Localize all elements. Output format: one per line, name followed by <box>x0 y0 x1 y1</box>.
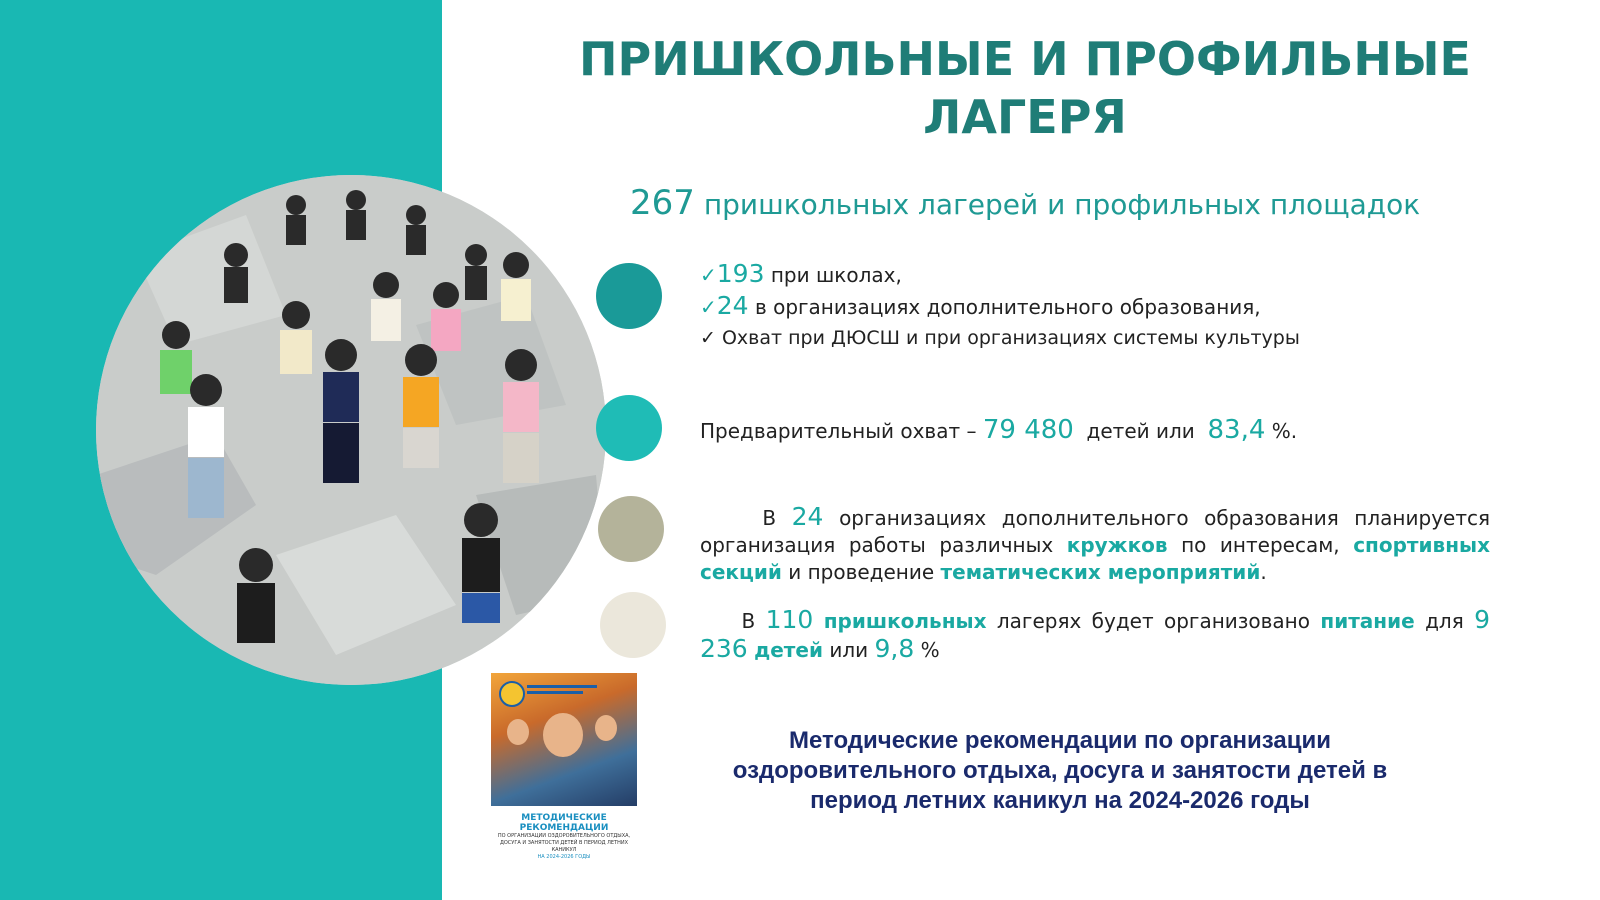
book-cover-image <box>491 673 637 806</box>
cover-header-line <box>527 685 597 688</box>
highlight-school-camps: пришкольных <box>823 609 987 633</box>
recommendation-title: Методические рекомендации по организации оздоровительного отдыха, досуга и занятости детей в период летних каникул на 2024-2026 годы <box>732 727 1388 814</box>
summary-number: 267 <box>630 183 695 223</box>
bullet-dot-olive <box>598 496 664 562</box>
child-face <box>507 719 529 745</box>
checklist-text: при школах, <box>770 263 902 287</box>
paragraph-text: и проведение <box>788 560 935 584</box>
guidelines-book-cover <box>491 673 637 890</box>
paragraph-text: для <box>1425 609 1464 633</box>
summary-text: пришкольных лагерей и профильных площадок <box>703 188 1421 221</box>
bullet-dot-teal <box>596 395 662 461</box>
highlight-themed-events: тематических мероприятий <box>940 560 1261 584</box>
coverage-line <box>700 415 1297 445</box>
nutrition-children-number: 9 236 <box>700 605 1491 663</box>
check-icon: ✓ <box>700 327 716 349</box>
checklist-text: в организациях дополнительного образования, <box>754 295 1261 319</box>
check-icon: ✓ <box>700 295 717 319</box>
book-years: НА 2024-2026 ГОДЫ <box>537 854 591 860</box>
child-face <box>595 715 617 741</box>
checklist-item <box>700 290 1460 322</box>
cover-header-line <box>527 691 583 694</box>
children-photo <box>96 175 606 685</box>
book-title: МЕТОДИЧЕСКИЕ РЕКОМЕНДАЦИИ <box>519 813 609 833</box>
book-caption <box>491 813 637 861</box>
paragraph-text: по интересам, <box>1181 533 1340 557</box>
coverage-children: 79 480 <box>982 415 1074 445</box>
book-subtitle: ПО ОРГАНИЗАЦИИ ОЗДОРОВИТЕЛЬНОГО ОТДЫХА, ДОСУГА И ЗАНЯТОСТИ ДЕТЕЙ В ПЕРИОД ЛЕТНИХ КАНИКУЛ <box>497 833 631 853</box>
bullet-dot-beige <box>600 592 666 658</box>
paragraph-nutrition <box>700 606 1490 664</box>
highlight-nutrition: питание <box>1320 609 1415 633</box>
coverage-prefix: Предварительный охват – <box>700 419 977 443</box>
coverage-middle: детей или <box>1086 419 1195 443</box>
paragraph-text: или <box>829 638 869 662</box>
coverage-percent: 83,4 <box>1207 415 1266 445</box>
bullet-dot-teal-dark <box>596 263 662 329</box>
emblem-icon <box>499 681 525 707</box>
coverage-suffix: %. <box>1271 419 1298 443</box>
child-face <box>543 713 583 757</box>
checklist-number: 193 <box>716 259 765 288</box>
paragraph-text: лагерях будет организовано <box>996 609 1310 633</box>
checklist-item <box>700 258 1460 290</box>
camp-checklist <box>700 258 1460 354</box>
paragraph-text: В <box>762 506 777 530</box>
checklist-number: 24 <box>716 291 749 320</box>
children-photo-illustration <box>96 175 606 685</box>
paragraph-text: организациях дополнительного образования планируется организация работы различных <box>700 506 1491 557</box>
check-icon: ✓ <box>700 263 717 287</box>
paragraph-number: 110 <box>765 605 814 634</box>
paragraph-number: 24 <box>791 502 824 531</box>
summary-line <box>630 183 1490 223</box>
paragraph-text: В <box>741 609 756 633</box>
checklist-text: Охват при ДЮСШ и при организациях системы культуры <box>721 327 1300 349</box>
page-title: ПРИШКОЛЬНЫЕ И ПРОФИЛЬНЫЕ ЛАГЕРЯ <box>579 32 1471 144</box>
nutrition-percent: 9,8 <box>874 634 915 663</box>
highlight-clubs: кружков <box>1066 533 1168 557</box>
paragraph-activities <box>700 503 1490 586</box>
paragraph-text: % <box>920 638 940 662</box>
highlight-children: детей <box>754 638 823 662</box>
highlight-sports-sections: спортивных секций <box>700 533 1490 584</box>
paragraph-text: . <box>1260 560 1267 584</box>
checklist-item <box>700 322 1460 354</box>
